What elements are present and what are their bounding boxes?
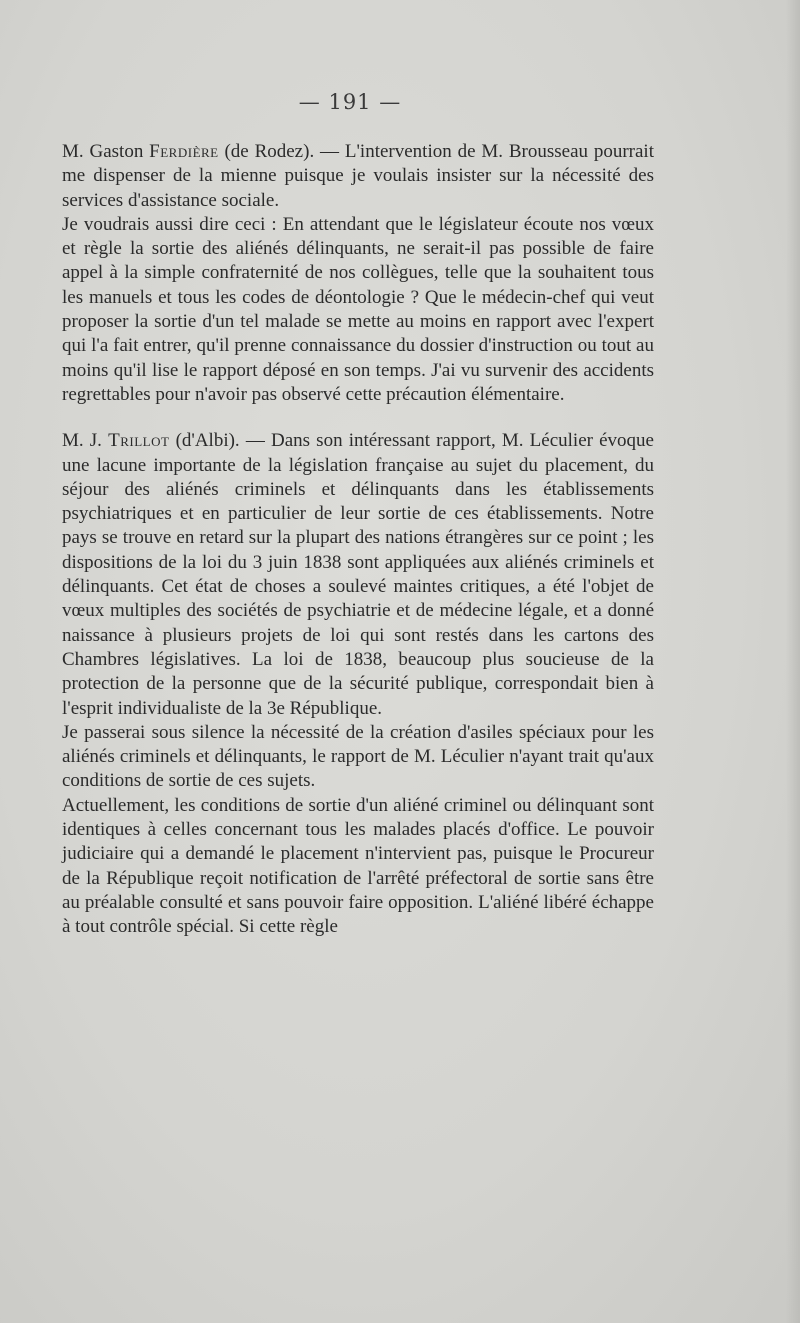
- speaker-name: Ferdière: [149, 141, 219, 162]
- paragraph-ferdiere: [62, 140, 654, 213]
- page-edge-shadow: [786, 0, 800, 1323]
- paragraph-text: Dans son intéressant rapport, M. Léculier évoque une lacune importante de la législation française au sujet du placement, du séjour des aliénés criminels et délinquants dans les établissements psychiatriques et en particulier de leur sortie de ces établissements. Notre pays se trouve en retard sur la plupart des nations étrangères sur ce point ; les dispositions de la loi du 3 juin 1838 sont appliquées aux aliénés criminels et délinquants. Cet état de choses a soulevé maintes critiques, a été l'objet de vœux multiples des sociétés de psychiatrie et de médecine légale, et a donné naissance à plusieurs projets de loi qui sont restés dans les cartons des Chambres législatives. La loi de 1838, beaucoup plus soucieuse de la protection de la personne que de la sécurité publique, correspondait bien à l'esprit individualiste de la 3e République.: [62, 430, 654, 719]
- speaker-suffix: (d'Albi). —: [169, 430, 271, 452]
- paragraph-trillot: [62, 429, 654, 721]
- body-text: [62, 140, 654, 940]
- speaker-prefix: M. J.: [62, 430, 109, 452]
- speaker-name: Trillot: [108, 430, 170, 452]
- paragraph-text: Je voudrais aussi dire ceci : En attendant que le législateur écoute nos vœux et règle la sortie des aliénés délinquants, ne serait-il pas possible de faire appel à la simple confraternité de nos collègues, telle que la souhaitent tous les manuels et tous les codes de déontologie ? Que le médecin-chef qui veut proposer la sortie d'un tel malade se mette au moins en rapport avec l'expert qui l'a fait entrer, qu'il prenne connaissance du dossier d'instruction ou tout au moins qu'il lise le rapport déposé en son temps. J'ai vu survenir des accidents regrettables pour n'avoir pas observé cette précaution élémentaire.: [62, 213, 654, 405]
- paragraph-text: Actuellement, les conditions de sortie d'un aliéné criminel ou délinquant sont identiques à celles concernant tous les malades placés d'office. Le pouvoir judiciaire qui a demandé le placement n'intervient pas, puisque le Procureur de la République reçoit notification de l'arrêté préfectoral de sortie sans être au préalable consulté et sans pouvoir faire opposition. L'aliéné libéré échappe à tout contrôle spécial. Si cette règle: [62, 794, 654, 938]
- section-gap: [62, 407, 654, 429]
- paragraph-text: L'intervention de M. Brousseau pourrait me dispenser de la mienne puisque je voulais insister sur la nécessité des services d'assistance sociale.: [62, 141, 654, 211]
- paragraph-deontologie: [62, 213, 654, 407]
- paragraph-text: Je passerai sous silence la nécessité de la création d'asiles spéciaux pour les aliénés criminels et délinquants, le rapport de M. Léculier n'ayant trait qu'aux conditions de sortie de ces sujets.: [62, 721, 654, 792]
- speaker-suffix: (de Rodez). —: [218, 141, 345, 162]
- paragraph-asiles: [62, 721, 654, 794]
- paragraph-conditions-sortie: [62, 794, 654, 940]
- speaker-prefix: M. Gaston: [62, 141, 150, 162]
- page-number: — 191 —: [298, 90, 402, 114]
